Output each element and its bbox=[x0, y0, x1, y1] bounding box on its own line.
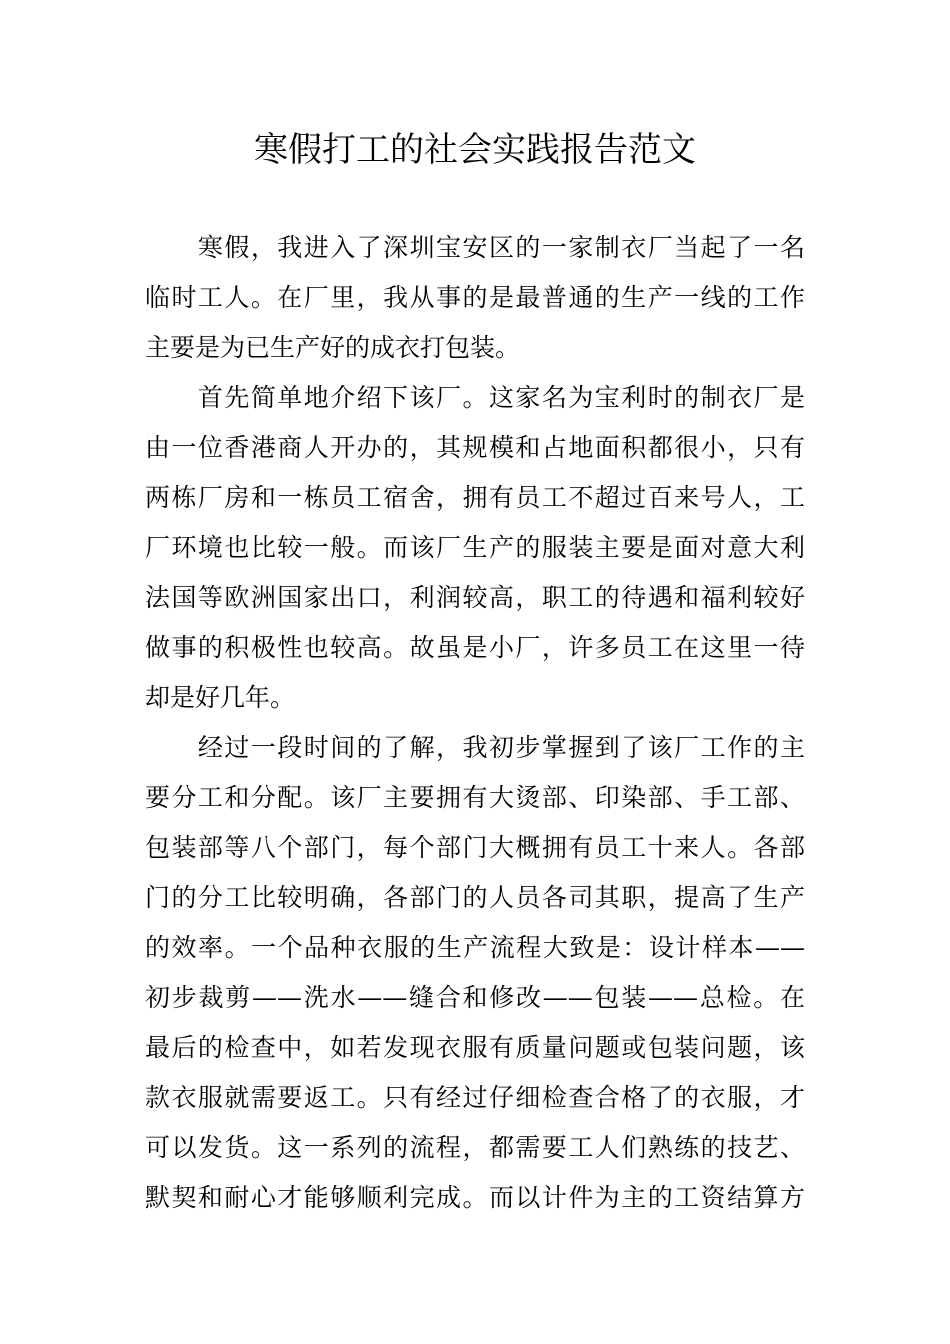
text-line: 做事的积极性也较高。故虽是小厂，许多员工在这里一待 bbox=[145, 633, 805, 662]
text-line: 主要是为已生产好的成衣打包装。 bbox=[145, 333, 521, 362]
text-line: 最后的检查中，如若发现衣服有质量问题或包装问题，该 bbox=[145, 1033, 805, 1062]
paragraph-2 bbox=[145, 373, 805, 723]
text-line: 两栋厂房和一栋员工宿舍，拥有员工不超过百来号人，工 bbox=[145, 483, 805, 512]
text-line: 却是好几年。 bbox=[145, 683, 296, 712]
text-line: 默契和耐心才能够顺利完成。而以计件为主的工资结算方 bbox=[145, 1183, 805, 1212]
text-line: 寒假，我进入了深圳宝安区的一家制衣厂当起了一名 bbox=[145, 233, 805, 262]
text-line: 可以发货。这一系列的流程，都需要工人们熟练的技艺、 bbox=[145, 1133, 805, 1162]
text-line: 厂环境也比较一般。而该厂生产的服装主要是面对意大利 bbox=[145, 533, 805, 562]
text-line: 款衣服就需要返工。只有经过仔细检查合格了的衣服，才 bbox=[145, 1083, 805, 1112]
document-title: 寒假打工的社会实践报告范文 bbox=[254, 130, 696, 170]
text-line: 初步裁剪——洗水——缝合和修改——包装——总检。在 bbox=[145, 983, 805, 1012]
text-line: 的效率。一个品种衣服的生产流程大致是：设计样本—— bbox=[145, 933, 805, 962]
paragraph-1 bbox=[145, 223, 805, 373]
document-body bbox=[145, 223, 805, 1223]
text-line: 法国等欧洲国家出口，利润较高，职工的待遇和福利较好 bbox=[145, 583, 805, 612]
paragraph-3 bbox=[145, 723, 805, 1223]
text-line: 由一位香港商人开办的，其规模和占地面积都很小，只有 bbox=[145, 433, 805, 462]
text-line: 临时工人。在厂里，我从事的是最普通的生产一线的工作 bbox=[145, 283, 805, 312]
text-line: 首先简单地介绍下该厂。这家名为宝利时的制衣厂是 bbox=[145, 383, 805, 412]
text-line: 要分工和分配。该厂主要拥有大烫部、印染部、手工部、 bbox=[145, 783, 805, 812]
text-line: 经过一段时间的了解，我初步掌握到了该厂工作的主 bbox=[145, 733, 805, 762]
text-line: 包装部等八个部门，每个部门大概拥有员工十来人。各部 bbox=[145, 833, 805, 862]
text-line: 门的分工比较明确，各部门的人员各司其职，提高了生产 bbox=[145, 883, 805, 912]
